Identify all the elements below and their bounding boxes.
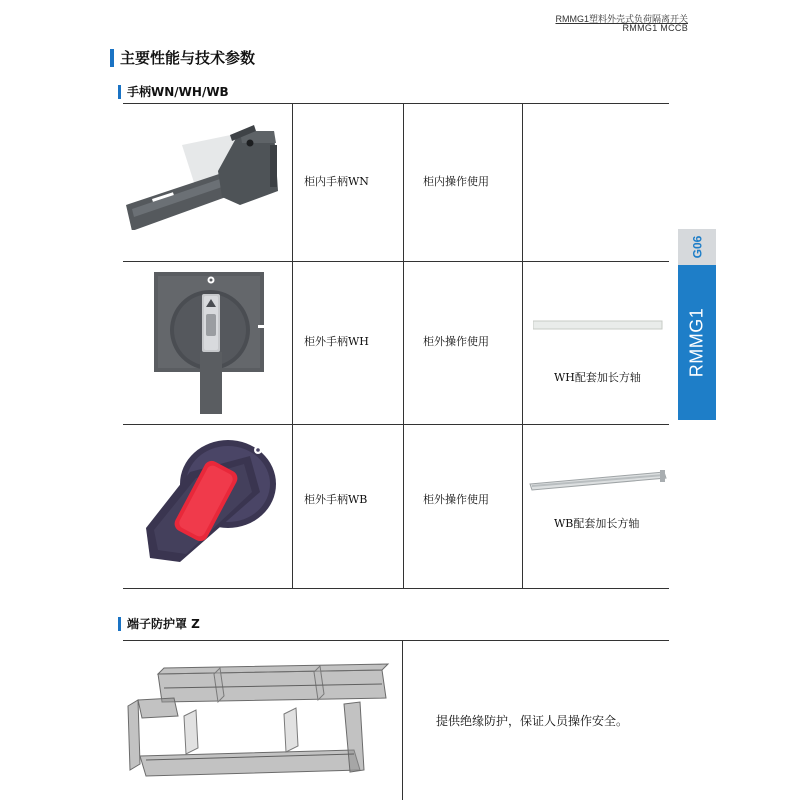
table-divider (403, 103, 404, 589)
table-rule (123, 424, 669, 425)
handle-accessory: WB配套加长方轴 (554, 517, 640, 530)
document-title-cn: RMMG1塑料外壳式负荷隔离开关 (555, 14, 688, 24)
section-title-main-text: 主要性能与技术参数 (120, 49, 256, 67)
section-marker (110, 49, 114, 67)
section-title-handles-text: 手柄WN/WH/WB (127, 85, 229, 99)
section-marker (118, 85, 121, 99)
side-tab-code (678, 229, 716, 265)
section-marker (118, 617, 121, 631)
handle-name: 柜内手柄WN (304, 175, 369, 188)
section-title-cover-text: 端子防护罩 Z (127, 617, 200, 631)
table-divider (522, 103, 523, 589)
handle-usage: 柜内操作使用 (423, 175, 489, 188)
table-divider (402, 640, 403, 800)
table-rule (123, 640, 669, 641)
side-tab-model (678, 265, 716, 420)
handle-usage: 柜外操作使用 (423, 493, 489, 506)
handle-accessory: WH配套加长方轴 (554, 371, 641, 384)
side-tab-code-text: G06 (690, 235, 704, 259)
table-rule (123, 103, 669, 104)
table-divider (292, 103, 293, 589)
handle-wh-image (148, 268, 273, 418)
document-model-line: RMMG1 MCCB (622, 23, 688, 33)
section-title-cover (118, 615, 200, 632)
cover-description: 提供绝缘防护，保证人员操作安全。 (436, 714, 629, 728)
section-title-main (110, 47, 255, 68)
side-tab-model-text: RMMG1 (686, 307, 707, 378)
handle-wb-image (140, 432, 290, 572)
wb-shaft-image (528, 468, 668, 494)
wh-shaft-image (533, 319, 663, 331)
section-title-handles (118, 83, 229, 100)
handle-name: 柜外手柄WB (304, 493, 368, 506)
handle-usage: 柜外操作使用 (423, 335, 489, 348)
terminal-cover-image (124, 660, 396, 786)
side-tab (678, 229, 716, 420)
table-rule (123, 588, 669, 589)
handle-wn-image (122, 115, 282, 230)
handle-name: 柜外手柄WH (304, 335, 369, 348)
table-rule (123, 261, 669, 262)
